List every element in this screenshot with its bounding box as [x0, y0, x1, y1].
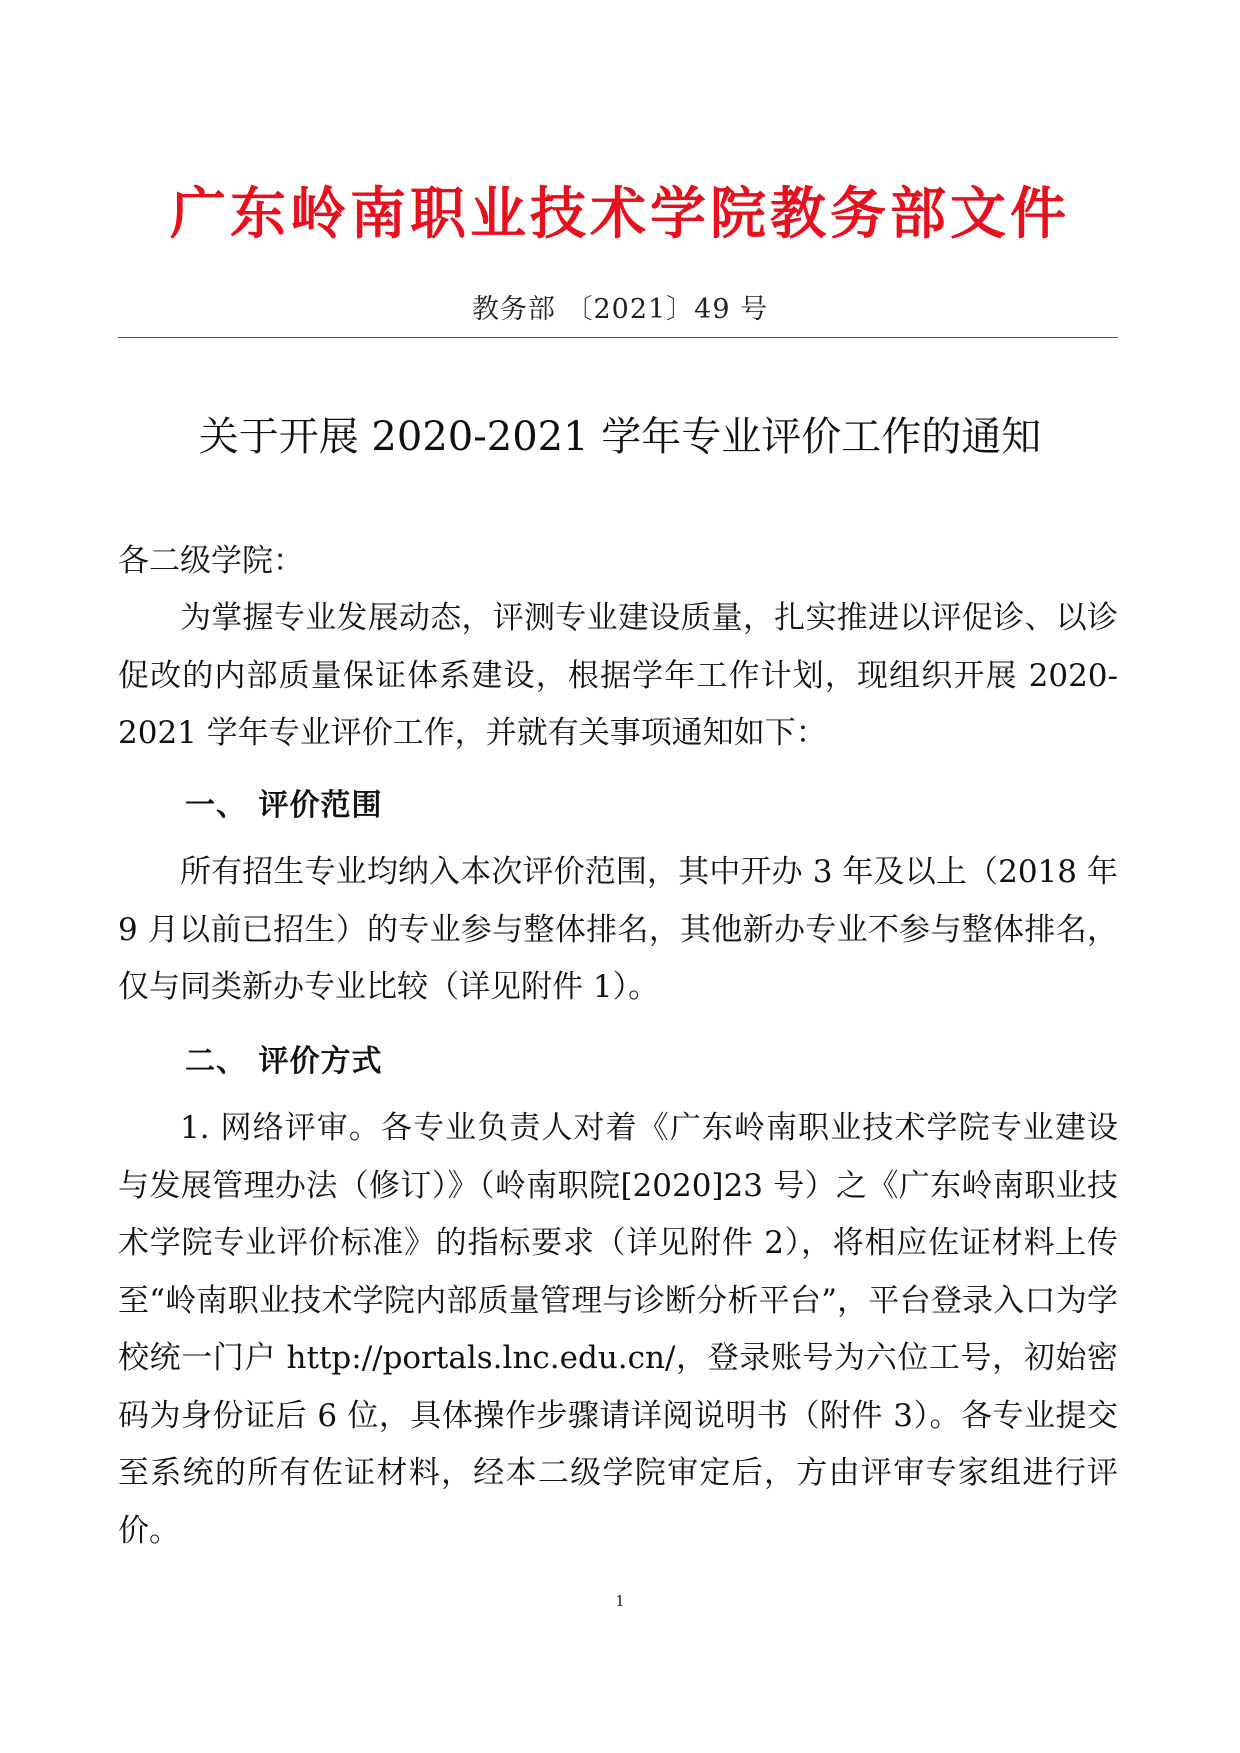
section-heading-scope: 一、 评价范围 [185, 788, 383, 823]
scope-text: 所有招生专业均纳入本次评价范围，其中开办 3 年及以上（2018 年 9 月以前已招生）的专业参与整体排名，其他新办专业不参与整体排名，仅与同类新办专业比较（详见附件 1）。 [118, 854, 1118, 1005]
page-number: 1 [615, 1592, 625, 1610]
header-divider [118, 337, 1118, 338]
scope-paragraph [118, 844, 1118, 1017]
notice-title: 关于开展 2020-2021 学年专业评价工作的通知 [198, 414, 1042, 460]
salutation: 各二级学院： [118, 543, 304, 579]
issuer-header: 广东岭南职业技术学院教务部文件 [170, 181, 1070, 247]
intro-text: 为掌握专业发展动态，评测专业建设质量，扎实推进以评促诊、以诊促改的内部质量保证体系建设，根据学年工作计划，现组织开展 2020-2021 学年专业评价工作，并就有关事项通知如下： [118, 600, 1118, 751]
method-paragraph [118, 1100, 1118, 1560]
intro-paragraph [118, 590, 1118, 763]
method-text: 1. 网络评审。各专业负责人对着《广东岭南职业技术学院专业建设与发展管理办法（修订）》（岭南职院[2020]23 号）之《广东岭南职业技术学院专业评价标准》的指标要求（详见附件 2），将相应佐证材料上传至“岭南职业技术学院内部质量管理与诊断分析平台”，平台登录入口为学校统一门户 http://portals.lnc.edu.cn/，登录账号为六位工号，初始密码为身份证后 6 位，具体操作步骤请详阅说明书（附件 3）。各专业提交至系统的所有佐证材料，经本二级学院审定后，方由评审专家组进行评价。 [118, 1110, 1118, 1549]
section-heading-method: 二、 评价方式 [185, 1044, 383, 1079]
document-number: 教务部 〔2021〕49 号 [471, 294, 769, 325]
